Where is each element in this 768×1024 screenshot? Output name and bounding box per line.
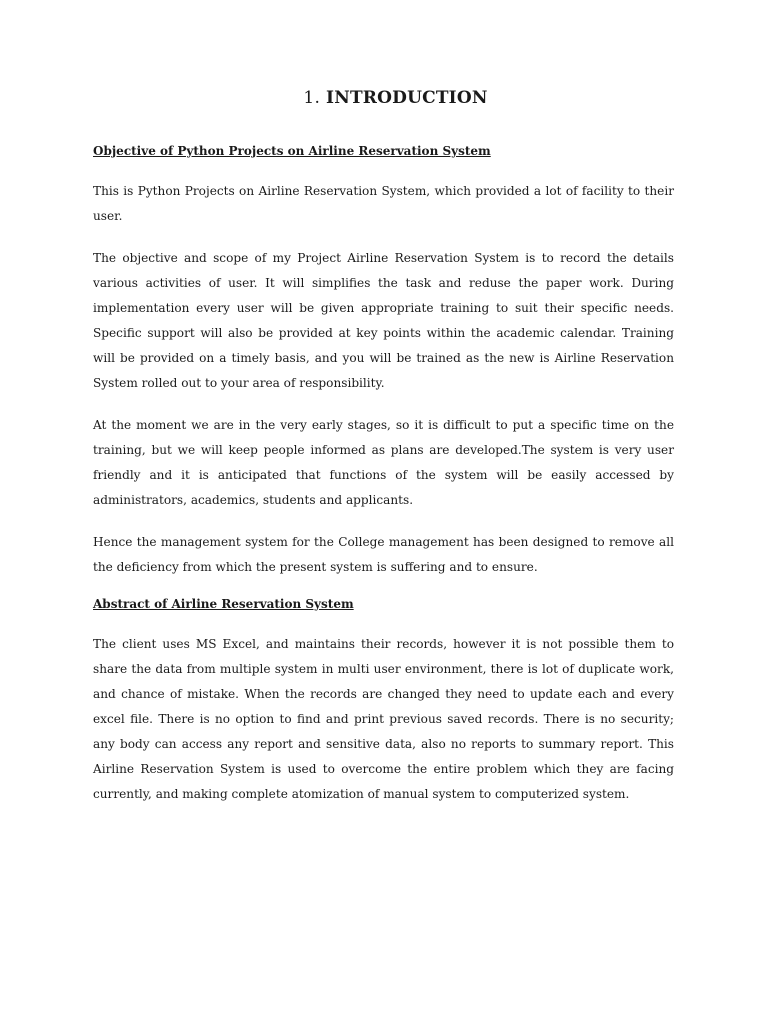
title-number: 1. [303, 88, 321, 108]
paragraph: The client uses MS Excel, and maintains their records, however it is not possible them to share the data from multiple system in multi user environment, there is lot of duplicate work, and chance of mistake. When the records are changed they need to update each and every excel file. There is no option to find and print previous saved records. There is no security; any body can access any report and sensitive data, also no reports to summary report. This Airline Reservation System is used to overcome the entire problem which they are facing currently, and making complete atomization of manual system to computerized system. [93, 637, 674, 801]
section-abstract [93, 597, 674, 807]
paragraph: This is Python Projects on Airline Reservation System, which provided a lot of facility to their user. [93, 184, 674, 223]
page-title [93, 88, 674, 108]
paragraph: Hence the management system for the College management has been designed to remove all the deficiency from which the present system is suffering and to ensure. [93, 535, 674, 574]
paragraph: The objective and scope of my Project Airline Reservation System is to record the details various activities of user. It will simplifies the task and reduse the paper work. During implementation every user will be given appropriate training to suit their specific needs. Specific support will also be provided at key points within the academic calendar. Training will be provided on a timely basis, and you will be trained as the new is Airline Reservation System rolled out to your area of responsibility. [93, 251, 674, 390]
section-heading-objective: Objective of Python Projects on Airline Reservation System [93, 144, 491, 158]
section-objective [93, 144, 674, 580]
paragraph: At the moment we are in the very early stages, so it is difficult to put a specific time on the training, but we will keep people informed as plans are developed.The system is very user friendly and it is anticipated that functions of the system will be easily accessed by administrators, academics, students and applicants. [93, 418, 674, 507]
title-text: INTRODUCTION [326, 88, 488, 108]
document-page [93, 88, 674, 807]
section-heading-abstract: Abstract of Airline Reservation System [93, 597, 354, 611]
